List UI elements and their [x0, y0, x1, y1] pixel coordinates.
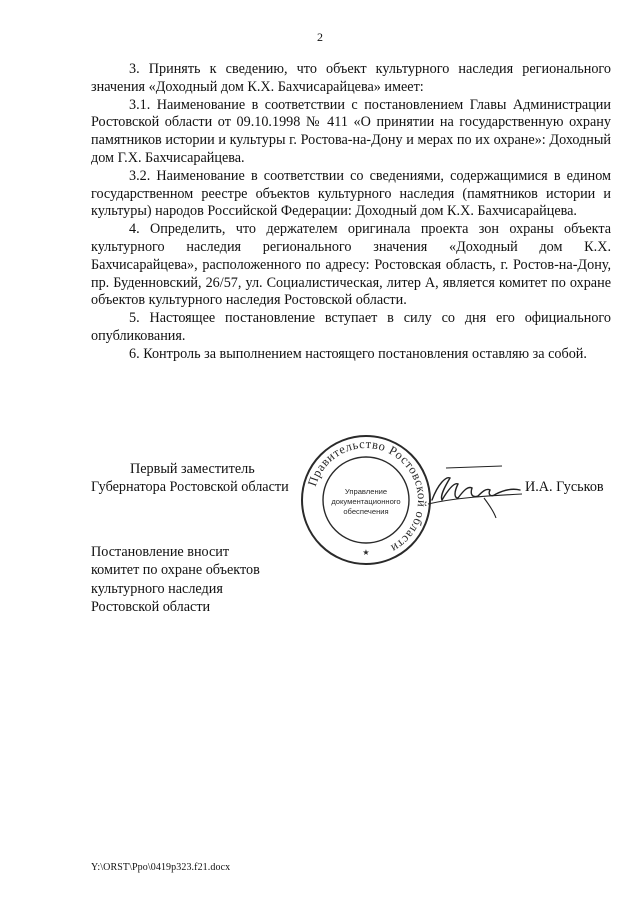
- note-line: Ростовской области: [91, 598, 211, 615]
- seal-ring-text: Правительство Ростовской области: [305, 436, 430, 556]
- note-line: Постановление вносит: [91, 544, 230, 560]
- paragraph-4: 4. Определить, что держателем оригинала проекта зон охраны объекта культурного наследия регионального значения «Доходный дом К.Х. Бахчисарайцева», расположенного по адресу: Ростовская область, г. Ростов-на-Дону, пр. Буденновский, 26/57, ул. Социалистическая, литер А, является комитет по охране объектов культурного наследия Ростовской области.: [91, 221, 611, 309]
- paragraph-5: 5. Настоящее постановление вступает в силу со дня его официального опубликования.: [91, 310, 611, 344]
- paragraph-3: 3. Принять к сведению, что объект культурного наследия регионального значения «Доходный дом К.Х. Бахчисарайцева» имеет:: [91, 61, 611, 95]
- file-path: Y:\ORST\Ppo\0419p323.f21.docx: [91, 862, 231, 873]
- signer-name: И.А. Гуськов: [525, 479, 604, 495]
- paragraph-6: 6. Контроль за выполнением настоящего постановления оставляю за собой.: [129, 345, 587, 362]
- paragraph-3-2: 3.2. Наименование в соответствии со сведениями, содержащимися в едином государственном реестре объектов культурного наследия (памятников истории и культуры) народов Российской Федерации: Доходный дом К.Х. Бахчисарайцева.: [91, 167, 611, 220]
- seal-center-line2: документационного: [331, 497, 401, 506]
- signer-title-line2: Губернатора Ростовской области: [91, 479, 289, 495]
- submitter-note: [91, 543, 260, 616]
- decree-body: [91, 61, 611, 364]
- page-number: 2: [317, 30, 323, 44]
- handwritten-signature: [424, 464, 524, 520]
- signer-title: [91, 460, 289, 496]
- note-line: культурного наследия: [91, 580, 223, 597]
- signer-title-line1: Первый заместитель: [130, 461, 255, 477]
- paragraph-3-1: 3.1. Наименование в соответствии с постановлением Главы Администрации Ростовской области от 09.10.1998 № 411 «О принятии на государственную охрану памятников истории и культуры г. Ростова-на-Дону и мерах по их охране»: Доходный дом Г.Х. Бахчисарайцева.: [91, 96, 611, 166]
- seal-center-line1: Управление: [344, 487, 388, 496]
- note-line: комитет по охране объектов: [91, 562, 260, 579]
- seal-star-icon: ★: [362, 548, 370, 557]
- seal-center-line3: обеспечения: [343, 507, 389, 516]
- official-seal: [299, 433, 433, 567]
